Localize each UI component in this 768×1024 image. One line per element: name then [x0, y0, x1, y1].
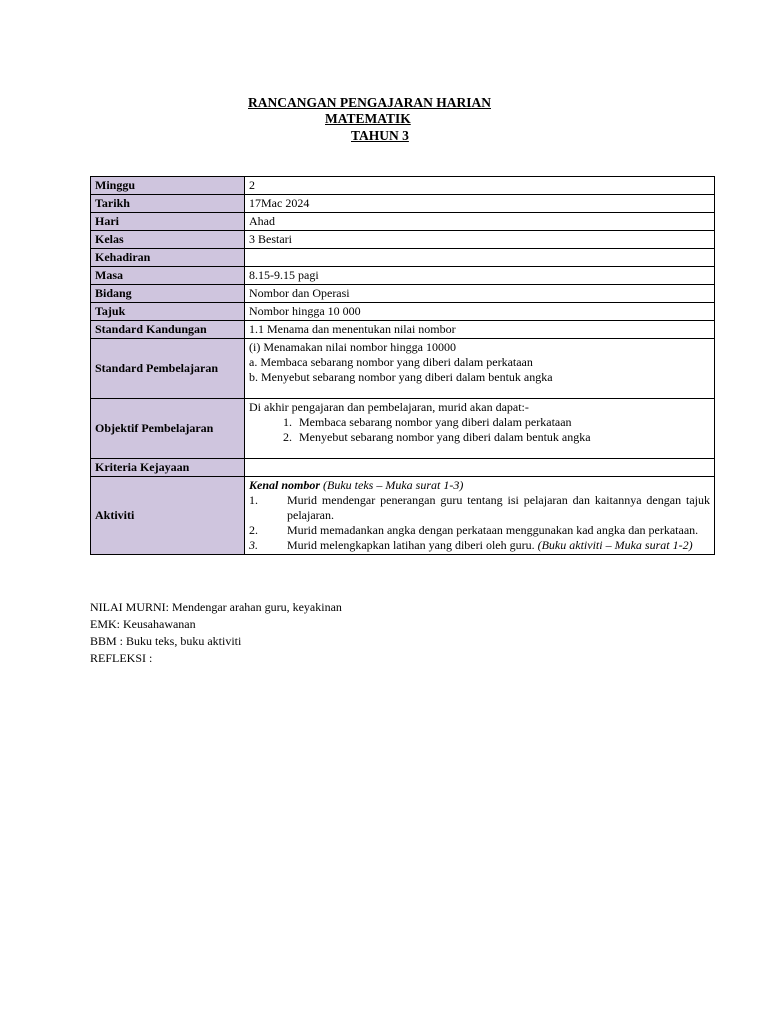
aktiviti-text-1: Murid mendengar penerangan guru tentang isi pelajaran dan kaitannya dengan tajuk pelajaran. — [287, 493, 710, 522]
aktiviti-num-2: 2. — [249, 523, 258, 537]
row-kriteria — [91, 459, 715, 477]
value-aktiviti — [245, 477, 715, 555]
sp-line-2: a. Membaca sebarang nombor yang diberi dalam perkataan — [249, 355, 533, 369]
row-tajuk — [91, 303, 715, 321]
value-kriteria — [245, 459, 715, 477]
row-tarikh — [91, 195, 715, 213]
label-objektif: Objektif Pembelajaran — [91, 399, 245, 459]
label-tajuk: Tajuk — [91, 303, 245, 321]
label-masa: Masa — [91, 267, 245, 285]
aktiviti-heading-line — [249, 478, 710, 493]
row-standard-kandungan — [91, 321, 715, 339]
objektif-list — [249, 415, 710, 445]
label-tarikh: Tarikh — [91, 195, 245, 213]
label-bidang: Bidang — [91, 285, 245, 303]
row-kelas — [91, 231, 715, 249]
aktiviti-heading-note: (Buku teks – Muka surat 1-3) — [323, 478, 464, 492]
aktiviti-text-2: Murid memadankan angka dengan perkataan menggunakan kad angka dan perkataan. — [287, 523, 699, 537]
label-kelas: Kelas — [91, 231, 245, 249]
value-hari: Ahad — [245, 213, 715, 231]
title-line-2: MATEMATIK — [325, 111, 411, 126]
row-aktiviti — [91, 477, 715, 555]
value-kehadiran — [245, 249, 715, 267]
aktiviti-item-1 — [249, 493, 710, 523]
value-bidang: Nombor dan Operasi — [245, 285, 715, 303]
aktiviti-text-3: Murid melengkapkan latihan yang diberi oleh guru. — [287, 538, 535, 552]
emk: EMK: Keusahawanan — [90, 617, 196, 631]
aktiviti-item-3 — [249, 538, 710, 553]
row-bidang — [91, 285, 715, 303]
bbm: BBM : Buku teks, buku aktiviti — [90, 634, 242, 648]
label-kriteria: Kriteria Kejayaan — [91, 459, 245, 477]
value-kelas: 3 Bestari — [245, 231, 715, 249]
aktiviti-list — [249, 493, 710, 553]
aktiviti-heading: Kenal nombor — [249, 478, 321, 492]
value-standard-pembelajaran — [245, 339, 715, 399]
aktiviti-item-2 — [249, 523, 710, 538]
row-hari — [91, 213, 715, 231]
value-tajuk: Nombor hingga 10 000 — [245, 303, 715, 321]
row-masa — [91, 267, 715, 285]
nilai-murni: NILAI MURNI: Mendengar arahan guru, keyakinan — [90, 600, 342, 614]
value-masa: 8.15-9.15 pagi — [245, 267, 715, 285]
sp-line-3: b. Menyebut sebarang nombor yang diberi dalam bentuk angka — [249, 370, 553, 384]
sp-line-1: (i) Menamakan nilai nombor hingga 10000 — [249, 340, 456, 354]
objektif-intro: Di akhir pengajaran dan pembelajaran, murid akan dapat:- — [249, 400, 529, 414]
row-objektif — [91, 399, 715, 459]
lesson-plan-table — [90, 176, 715, 555]
value-objektif — [245, 399, 715, 459]
label-aktiviti: Aktiviti — [91, 477, 245, 555]
aktiviti-text-3-wrap — [287, 538, 710, 553]
refleksi: REFLEKSI : — [90, 651, 153, 665]
label-kehadiran: Kehadiran — [91, 249, 245, 267]
footer-notes — [90, 600, 342, 668]
label-standard-pembelajaran: Standard Pembelajaran — [91, 339, 245, 399]
row-kehadiran — [91, 249, 715, 267]
objektif-item-2: 2. Menyebut sebarang nombor yang diberi dalam bentuk angka — [295, 430, 710, 445]
aktiviti-num-3: 3. — [249, 538, 258, 552]
label-minggu: Minggu — [91, 177, 245, 195]
label-standard-kandungan: Standard Kandungan — [91, 321, 245, 339]
title-line-1: RANCANGAN PENGAJARAN HARIAN — [248, 95, 491, 110]
value-standard-kandungan: 1.1 Menama dan menentukan nilai nombor — [245, 321, 715, 339]
aktiviti-num-1: 1. — [249, 493, 258, 507]
value-tarikh: 17Mac 2024 — [245, 195, 715, 213]
row-minggu — [91, 177, 715, 195]
aktiviti-note-3: (Buku aktiviti – Muka surat 1-2) — [537, 538, 693, 552]
value-minggu: 2 — [245, 177, 715, 195]
objektif-item-1: 1. Membaca sebarang nombor yang diberi dalam perkataan — [295, 415, 710, 430]
title-line-3: TAHUN 3 — [351, 128, 409, 143]
label-hari: Hari — [91, 213, 245, 231]
row-standard-pembelajaran — [91, 339, 715, 399]
